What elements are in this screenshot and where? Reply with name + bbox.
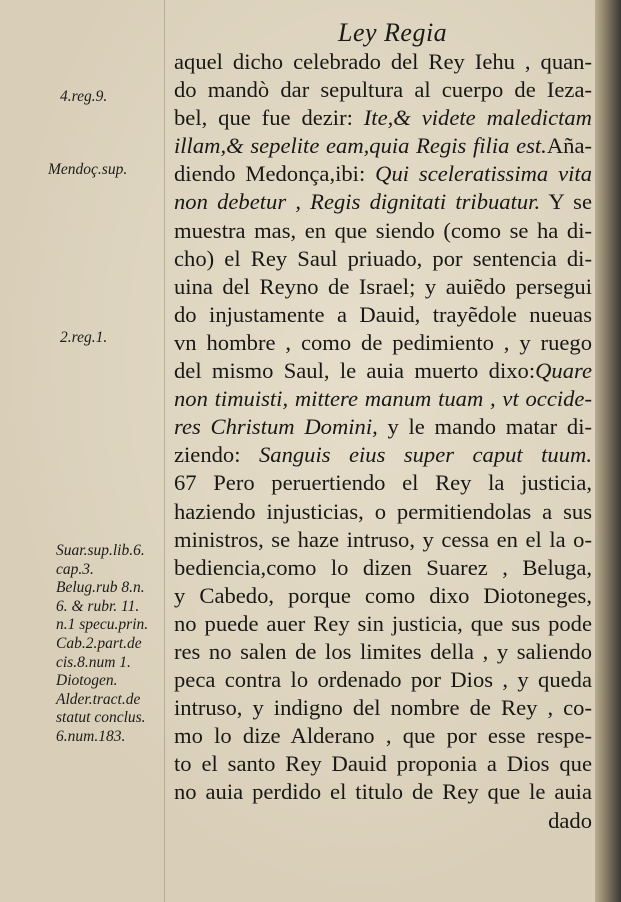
body-text <box>174 48 592 835</box>
text-run: uina del Reyno de Israel; y auiẽdo persegui <box>174 273 592 299</box>
text-run: y Cabedo, porque como dixo Diotoneges, <box>174 582 592 608</box>
text-run: Aña- <box>546 133 592 159</box>
text-line <box>174 132 592 160</box>
text-run: haziendo injusticias, o permitiendolas a sus <box>174 498 592 524</box>
margin-citation: cap.3. <box>56 560 94 578</box>
text-line <box>174 329 592 357</box>
text-line <box>174 76 592 104</box>
text-line <box>174 666 592 694</box>
text-run: bel, que fue dezir: <box>174 105 364 131</box>
text-line <box>174 498 592 526</box>
italic-quotation: Ite,& videte maledictam <box>363 105 592 131</box>
margin-citation: Suar.sup.lib.6. <box>56 542 145 559</box>
running-header: Ley Regia <box>338 18 448 47</box>
margin-citation: Cab.2.part.de <box>56 634 142 652</box>
text-line <box>174 357 592 385</box>
text-run: ministros, se haze intruso, y cessa en el la o- <box>174 526 592 552</box>
text-run: mo lo dize Alderano , que por esse respe- <box>174 723 592 749</box>
text-line <box>174 582 592 610</box>
text-line <box>174 610 592 638</box>
text-line <box>174 441 592 469</box>
text-line <box>174 385 592 413</box>
text-run: no puede auer Rey sin justicia, que sus pode <box>174 610 592 636</box>
text-run: muestra mas, en que siendo (como se ha di- <box>174 217 592 243</box>
text-run: ziendo: <box>174 442 259 468</box>
text-line <box>174 217 592 245</box>
italic-quotation: res Christum Domini, <box>174 414 378 440</box>
text-run: y le mando matar di- <box>377 414 592 440</box>
text-line <box>174 469 592 497</box>
margin-citation: 6. & rubr. 11. <box>56 597 140 615</box>
text-line <box>174 48 592 76</box>
text-line <box>174 104 592 132</box>
margin-citation: n.1 specu.prin. <box>56 616 149 634</box>
margin-citation: 6.num.183. <box>56 727 126 745</box>
italic-quotation: Quare <box>535 358 592 384</box>
margin-rule <box>164 0 165 902</box>
text-run: res no salen de los limites della , y saliendo <box>174 638 592 664</box>
text-line <box>174 301 592 329</box>
catchword: dado <box>548 807 592 833</box>
margin-note: 4.reg.9. <box>60 88 108 105</box>
italic-quotation: Qui sceleratissima vita <box>375 161 592 187</box>
text-run: aquel dicho celebrado del Rey Iehu , quan- <box>174 49 592 74</box>
italic-quotation: illam,& sepelite eam,quia Regis filia est. <box>174 133 547 159</box>
text-run: bediencia,como lo dizen Suarez , Beluga, <box>174 554 592 580</box>
text-run: cho) el Rey Saul priuado, por sentencia di- <box>174 245 592 271</box>
italic-quotation: Sanguis eius super caput tuum. <box>258 442 592 468</box>
text-run: do mandò dar sepultura al cuerpo de Ieza- <box>174 77 592 103</box>
text-run: Y se <box>540 189 592 215</box>
text-line <box>174 273 592 301</box>
text-line <box>174 694 592 722</box>
margin-note: 2.reg.1. <box>60 329 108 346</box>
text-run: del mismo Saul, le auia muerto dixo: <box>174 358 536 384</box>
text-line <box>174 778 592 806</box>
text-line <box>174 413 592 441</box>
text-line <box>174 554 592 582</box>
margin-citation: Alder.tract.de <box>56 690 141 708</box>
margin-citations <box>56 542 171 747</box>
text-line <box>174 750 592 778</box>
book-gutter <box>595 0 621 902</box>
text-line <box>174 638 592 666</box>
margin-citation: cis.8.num 1. <box>56 653 131 671</box>
margin-citation: Diotogen. <box>56 672 118 690</box>
text-line <box>174 526 592 554</box>
text-run: to el santo Rey Dauid proponia a Dios que <box>174 751 592 777</box>
text-line <box>174 160 592 188</box>
text-line <box>174 722 592 750</box>
text-run: peca contra lo ordenado por Dios , y queda <box>174 667 592 693</box>
margin-citation: Belug.rub 8.n. <box>56 579 145 597</box>
text-run: no auia perdido el titulo de Rey que le auia <box>174 779 592 805</box>
text-run: 67 Pero peruertiendo el Rey la justicia, <box>174 470 592 496</box>
italic-quotation: non timuisti, mittere manum tuam , vt occide- <box>174 386 592 412</box>
text-run: diendo Medonça,ibi: <box>174 161 376 187</box>
text-run: do injustamente a Dauid, trayẽdole nueuas <box>174 301 592 327</box>
margin-citation: statut conclus. <box>56 709 146 727</box>
italic-quotation: non debetur , Regis dignitati tribuatur. <box>174 189 541 215</box>
margin-note: Mendoç.sup. <box>48 161 128 178</box>
text-run: vn hombre , como de pedimiento , y ruego <box>174 329 592 355</box>
text-run: intruso, y indigno del nombre de Rey , co- <box>174 695 592 721</box>
text-line <box>174 245 592 273</box>
text-line <box>174 188 592 216</box>
